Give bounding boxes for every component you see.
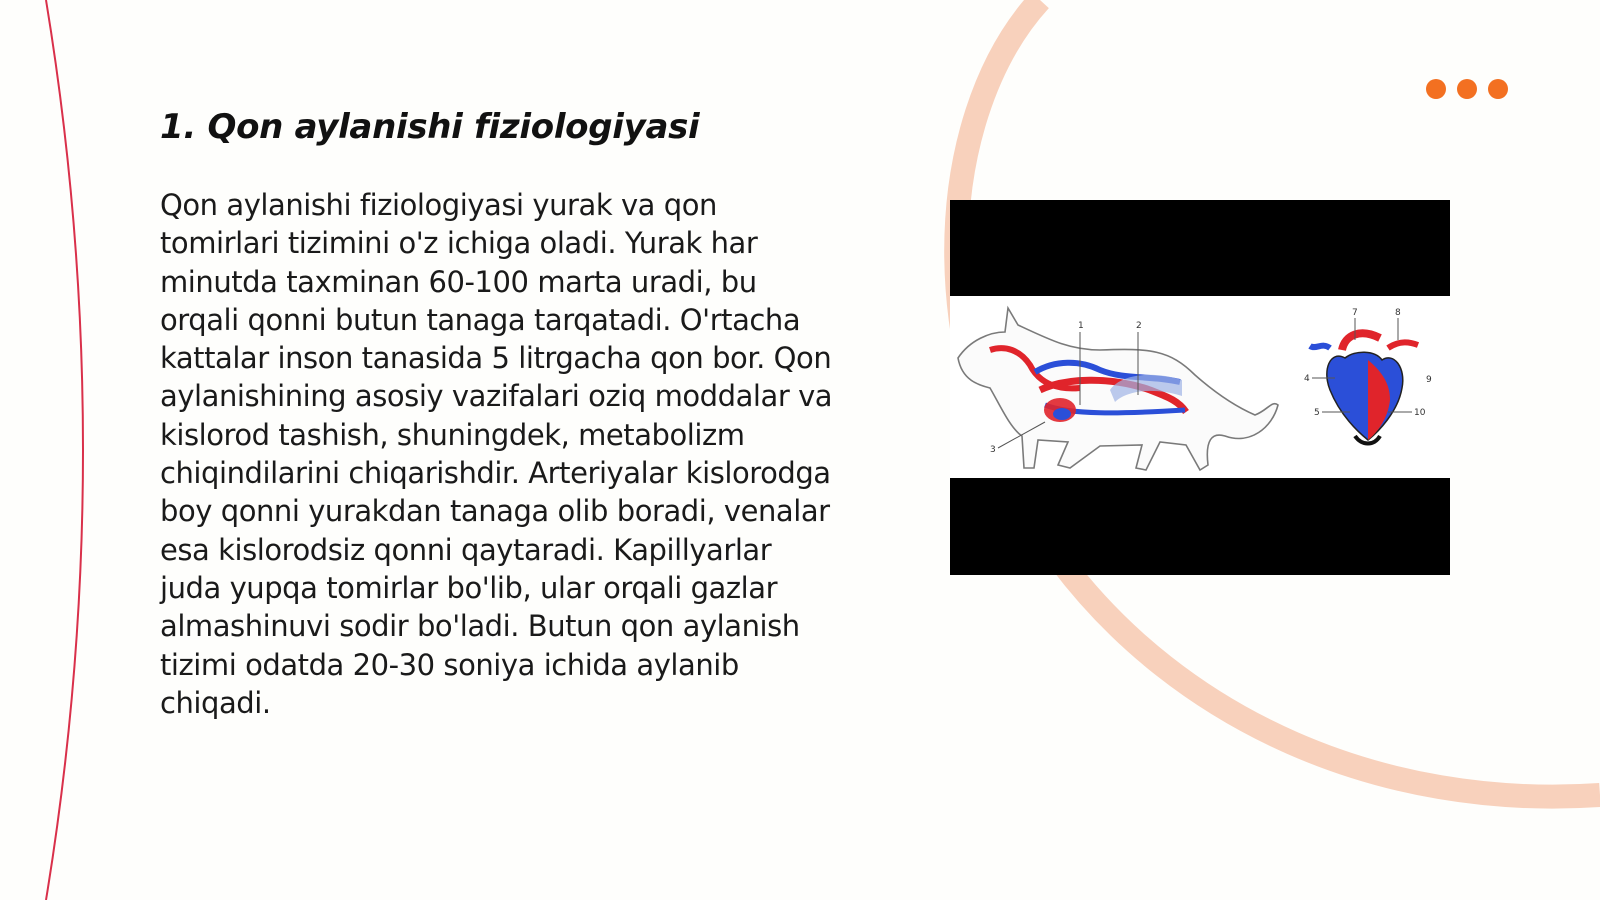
slide-title: 1. Qon aylanishi fiziologiyasi: [160, 107, 700, 147]
figure-label-1: 1: [1078, 321, 1084, 331]
figure-label-3: 3: [990, 445, 996, 455]
circulation-diagram: [950, 200, 1450, 575]
figure-label-5: 5: [1314, 408, 1320, 418]
circulation-figure: [950, 200, 1450, 575]
figure-label-10: 10: [1414, 408, 1426, 418]
dots-menu-icon: [1426, 79, 1508, 99]
figure-label-7: 7: [1352, 308, 1358, 318]
figure-label-4: 4: [1304, 374, 1310, 384]
left-red-curve: [46, 0, 83, 900]
dot-icon: [1426, 79, 1446, 99]
figure-label-9: 9: [1426, 375, 1432, 385]
dot-icon: [1488, 79, 1508, 99]
figure-label-8: 8: [1395, 308, 1401, 318]
slide-body-text: Qon aylanishi fiziologiyasi yurak va qon tomirlari tizimini o'z ichiga oladi. Yurak har minutda taxminan 60-100 marta uradi, bu orqali qonni butun tanaga tarqatadi. O'rtacha kattalar inson tanasida 5 litrgacha qon bor. Qon aylanishining asosiy vazifalari oziq moddalar va kislorod tashish, shuningdek, metabolizm chiqindilarini chiqarishdir. Arteriyalar kislorodga boy qonni yurakdan tanaga olib boradi, venalar esa kislorodsiz qonni qaytaradi. Kapillyarlar juda yupqa tomirlar bo'lib, ular orqali gazlar almashinuvi sodir bo'ladi. Butun qon aylanish tizimi odatda 20-30 soniya ichida aylanib chiqadi.: [160, 188, 833, 720]
dot-icon: [1457, 79, 1477, 99]
figure-label-2: 2: [1136, 321, 1142, 331]
